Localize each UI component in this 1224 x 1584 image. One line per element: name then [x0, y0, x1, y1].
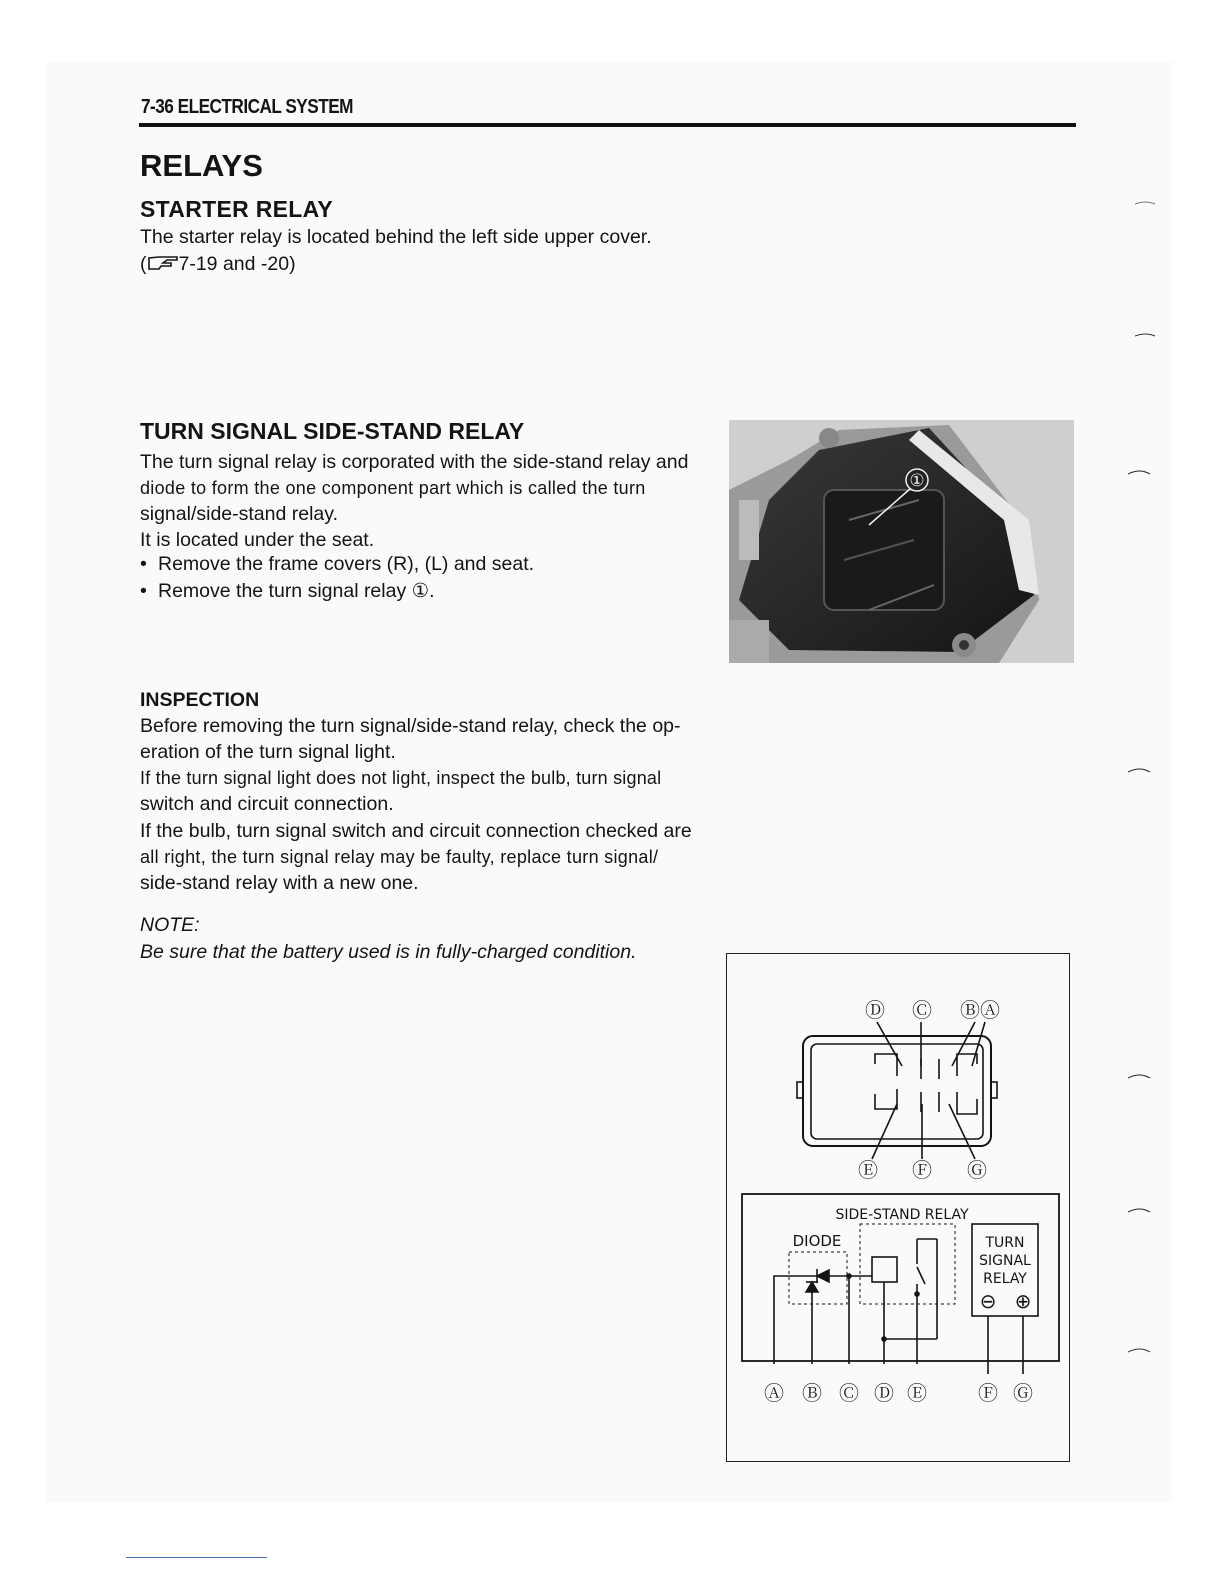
scan-mark	[1128, 1206, 1150, 1214]
terminal-label-e: Ⓔ	[907, 1381, 927, 1405]
terminal-label-f: Ⓕ	[978, 1381, 998, 1405]
starter-relay-heading: STARTER RELAY	[140, 196, 334, 222]
connector-label-g: Ⓖ	[967, 1158, 987, 1182]
turn-signal-line: signal/side-stand relay.	[140, 503, 338, 525]
note-label: NOTE:	[140, 914, 200, 936]
scan-mark	[1128, 1072, 1150, 1080]
scan-mark	[1135, 198, 1157, 206]
diode-label: DIODE	[792, 1232, 842, 1250]
relay-location-photo	[729, 420, 1074, 663]
turn-signal-relay-label: TURN	[985, 1235, 1025, 1251]
header-rule	[139, 123, 1076, 127]
page-title: RELAYS	[140, 148, 263, 183]
scan-mark	[1128, 1346, 1150, 1354]
note-text: Be sure that the battery used is in fully-charged condition.	[140, 941, 637, 963]
turn-signal-heading: TURN SIGNAL SIDE-STAND RELAY	[140, 418, 525, 444]
footer-rule	[126, 1557, 267, 1558]
bullet-item: • Remove the frame covers (R), (L) and seat.	[140, 553, 535, 575]
scan-mark	[1135, 330, 1157, 338]
relay-wiring-diagram	[726, 953, 1070, 1462]
connector-label-d: Ⓓ	[865, 998, 885, 1022]
connector-label-c: Ⓒ	[912, 998, 932, 1022]
inspection-line: eration of the turn signal light.	[140, 741, 396, 763]
turn-signal-relay-label: SIGNAL	[979, 1253, 1031, 1269]
terminal-label-c: Ⓒ	[839, 1381, 859, 1405]
starter-relay-ref-text: 7-19 and -20)	[178, 253, 296, 275]
starter-relay-ref: ( 7-19 and -20)	[140, 251, 296, 278]
inspection-heading: INSPECTION	[140, 689, 260, 711]
plus-terminal: ⊕	[1014, 1289, 1032, 1313]
connector-label-ba: ⒷⒶ	[960, 998, 1000, 1022]
bullet-text: Remove the frame covers (R), (L) and seat.	[158, 553, 535, 575]
terminal-label-g: Ⓖ	[1013, 1381, 1033, 1405]
inspection-line: If the turn signal light does not light, inspect the bulb, turn signal	[140, 768, 662, 788]
inspection-line: switch and circuit connection.	[140, 793, 394, 815]
terminal-label-a: Ⓐ	[764, 1381, 784, 1405]
inspection-line: Before removing the turn signal/side-stand relay, check the op-	[140, 715, 681, 737]
bullet-text: Remove the turn signal relay ①.	[158, 580, 435, 602]
inspection-line: all right, the turn signal relay may be faulty, replace turn signal/	[140, 847, 659, 867]
turn-signal-line: It is located under the seat.	[140, 529, 375, 551]
minus-terminal: ⊖	[979, 1289, 997, 1313]
starter-relay-text: The starter relay is located behind the left side upper cover.	[140, 226, 652, 248]
scan-mark	[1128, 766, 1150, 774]
inspection-line: If the bulb, turn signal switch and circuit connection checked are	[140, 820, 692, 842]
terminal-label-b: Ⓑ	[802, 1381, 822, 1405]
turn-signal-line: The turn signal relay is corporated with the side-stand relay and	[140, 451, 689, 473]
terminal-label-d: Ⓓ	[874, 1381, 894, 1405]
side-stand-relay-label: SIDE-STAND RELAY	[835, 1207, 969, 1223]
photo-callout: ①	[909, 471, 925, 491]
reference-hand-icon	[147, 252, 179, 278]
bullet-item: • Remove the turn signal relay ①.	[140, 580, 435, 602]
connector-label-e: Ⓔ	[858, 1158, 878, 1182]
turn-signal-line: diode to form the one component part which is called the turn	[140, 478, 646, 498]
inspection-line: side-stand relay with a new one.	[140, 872, 419, 894]
scan-mark	[1128, 468, 1150, 476]
page-header: 7-36 ELECTRICAL SYSTEM	[141, 96, 353, 118]
turn-signal-relay-label: RELAY	[983, 1271, 1027, 1287]
connector-label-f: Ⓕ	[912, 1158, 932, 1182]
